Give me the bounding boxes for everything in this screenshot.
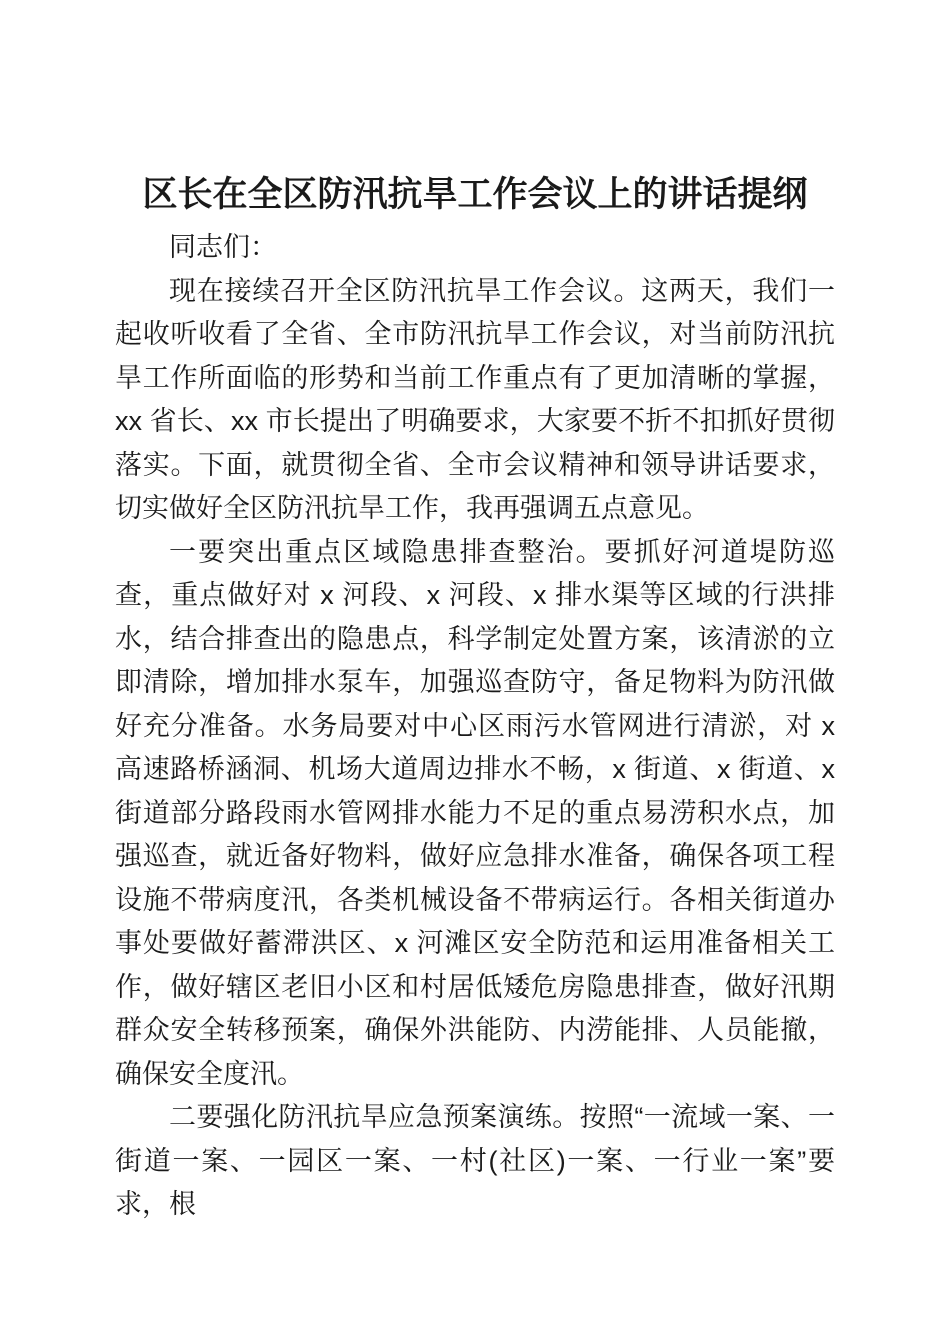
- salutation: 同志们：: [169, 232, 277, 262]
- paragraph-opening: 现在接续召开全区防汛抗旱工作会议。这两天，我们一起收听收看了全省、全市防汛抗旱工作会议，对当前防汛抗旱工作所面临的形势和当前工作重点有了更加清晰的掌握，xx 省长、xx 市长提出了明确要求，大家要不折不扣抓好贯彻落实。下面，就贯彻全省、全市会议精神和领导讲话要求，切实做好全区防汛抗旱工作，我再强调五点意见。: [115, 275, 835, 523]
- paragraph-point-one: 一要突出重点区域隐患排查整治。要抓好河道堤防巡查，重点做好对 x 河段、x 河段、x 排水渠等区域的行洪排水，结合排查出的隐患点，科学制定处置方案，该清淤的立即清除，增加排水泵车，加强巡查防守，备足物料为防汛做好充分准备。水务局要对中心区雨污水管网进行清淤，对 x 高速路桥涵洞、机场大道周边排水不畅，x 街道、x 街道、x 街道部分路段雨水管网排水能力不足的重点易涝积水点，加强巡查，就近备好物料，做好应急排水准备，确保各项工程设施不带病度汛，各类机械设备不带病运行。各相关街道办事处要做好蓄滞洪区、x 河滩区安全防范和运用准备相关工作，做好辖区老旧小区和村居低矮危房隐患排查，做好汛期群众安全转移预案，确保外洪能防、内涝能排、人员能撤，确保安全度汛。: [115, 536, 835, 1089]
- document-title: 区长在全区防汛抗旱工作会议上的讲话提纲: [142, 175, 808, 214]
- paragraph-point-two: 二要强化防汛抗旱应急预案演练。按照“一流域一案、一街道一案、一园区一案、一村(社区)一案、一行业一案”要求，根: [115, 1102, 835, 1219]
